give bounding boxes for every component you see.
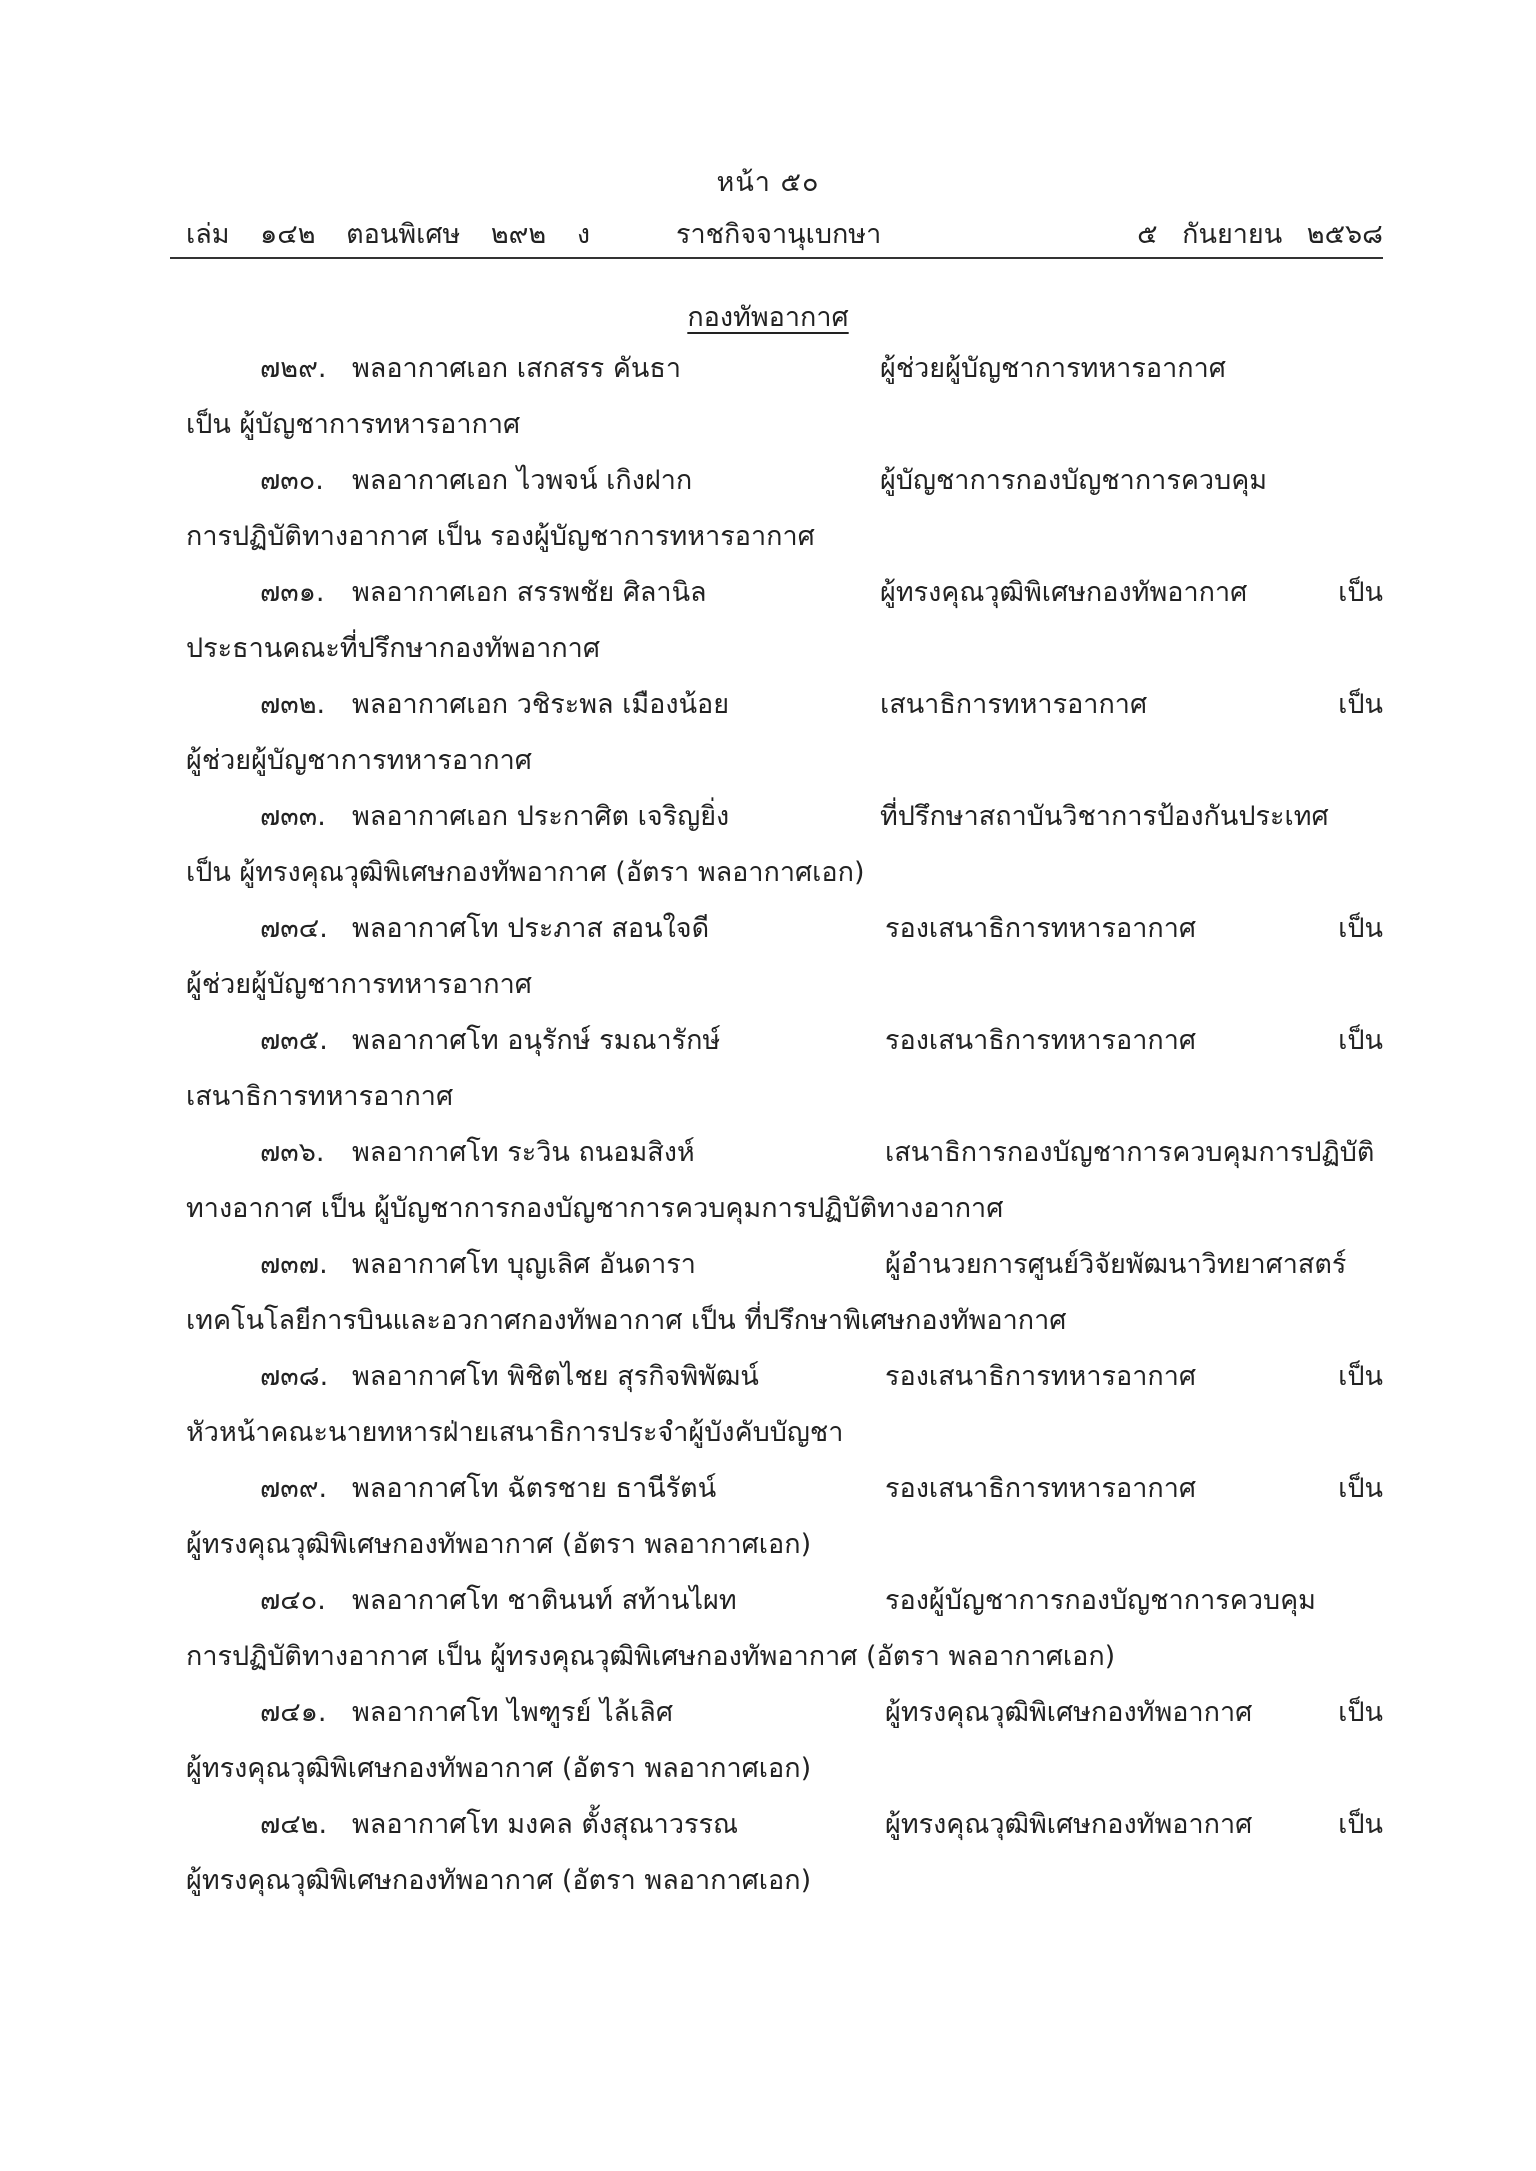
appointment-entry: [0, 1018, 1536, 1130]
entry-name: พลอากาศโท พิชิตไชย สุรกิจพิพัฒน์: [352, 1361, 759, 1392]
entry-new-position: การปฏิบัติทางอากาศ เป็น รองผู้บัญชาการทหารอากาศ: [186, 521, 815, 552]
gazette-name: ราชกิจจานุเบกษา: [676, 219, 882, 250]
appointment-entry: [0, 794, 1536, 906]
entry-current-position: ผู้ทรงคุณวุฒิพิเศษกองทัพอากาศ เป็น: [885, 1697, 1383, 1728]
entry-name: พลอากาศโท มงคล ตั้งสุณาวรรณ: [352, 1809, 739, 1840]
entry-new-position: ผู้ช่วยผู้บัญชาการทหารอากาศ: [186, 969, 532, 1000]
entry-name: พลอากาศเอก วชิระพล เมืองน้อย: [352, 689, 730, 720]
entry-current-position: ผู้ทรงคุณวุฒิพิเศษกองทัพอากาศ เป็น: [880, 577, 1383, 608]
entry-name: พลอากาศโท บุญเลิศ อันดารา: [352, 1249, 696, 1280]
entry-new-position: เป็น ผู้ทรงคุณวุฒิพิเศษกองทัพอากาศ (อัตรา พลอากาศเอก): [186, 857, 865, 888]
entry-current-position: รองเสนาธิการทหารอากาศ เป็น: [885, 1025, 1383, 1056]
entry-new-position: หัวหน้าคณะนายทหารฝ่ายเสนาธิการประจำผู้บังคับบัญชา: [186, 1417, 844, 1448]
entry-number: ๗๓๖.: [260, 1137, 325, 1168]
appointment-entry: [0, 1466, 1536, 1578]
header-divider: [170, 257, 1383, 259]
page-number: หน้า ๕๐: [716, 167, 820, 198]
entry-number: ๗๓๘.: [260, 1361, 329, 1392]
appointment-entry: [0, 682, 1536, 794]
entry-new-position: เสนาธิการทหารอากาศ: [186, 1081, 454, 1112]
entry-number: ๗๔๑.: [260, 1697, 327, 1728]
entry-number: ๗๓๕.: [260, 1025, 328, 1056]
entry-current-position: รองผู้บัญชาการกองบัญชาการควบคุม: [885, 1585, 1316, 1616]
entry-new-position: ผู้ทรงคุณวุฒิพิเศษกองทัพอากาศ (อัตรา พลอากาศเอก): [186, 1753, 812, 1784]
appointment-entry: [0, 458, 1536, 570]
entry-name: พลอากาศโท ประภาส สอนใจดี: [352, 913, 710, 944]
entry-name: พลอากาศโท อนุรักษ์ รมณารักษ์: [352, 1025, 721, 1056]
entry-number: ๗๓๓.: [260, 801, 326, 832]
entry-new-position: ผู้ทรงคุณวุฒิพิเศษกองทัพอากาศ (อัตรา พลอากาศเอก): [186, 1529, 812, 1560]
entry-current-position: รองเสนาธิการทหารอากาศ เป็น: [885, 1361, 1383, 1392]
entry-name: พลอากาศเอก ประกาศิต เจริญยิ่ง: [352, 801, 730, 832]
entry-name: พลอากาศโท ระวิน ถนอมสิงห์: [352, 1137, 695, 1168]
entry-new-position: ทางอากาศ เป็น ผู้บัญชาการกองบัญชาการควบคุมการปฏิบัติทางอากาศ: [186, 1193, 1004, 1224]
entry-number: ๗๒๙.: [260, 353, 327, 384]
appointment-entry: [0, 346, 1536, 458]
publication-date: ๕ กันยายน ๒๕๖๘: [1137, 219, 1383, 250]
entry-current-position: เสนาธิการกองบัญชาการควบคุมการปฏิบัติ: [885, 1137, 1375, 1168]
entry-new-position: เทคโนโลยีการบินและอวกาศกองทัพอากาศ เป็น ที่ปรึกษาพิเศษกองทัพอากาศ: [186, 1305, 1067, 1336]
entry-current-position: รองเสนาธิการทหารอากาศ เป็น: [885, 1473, 1383, 1504]
appointment-entry: [0, 906, 1536, 1018]
entry-new-position: การปฏิบัติทางอากาศ เป็น ผู้ทรงคุณวุฒิพิเศษกองทัพอากาศ (อัตรา พลอากาศเอก): [186, 1641, 1116, 1672]
entry-number: ๗๔๒.: [260, 1809, 328, 1840]
entry-name: พลอากาศเอก เสกสรร คันธา: [352, 353, 682, 384]
entry-new-position: เป็น ผู้บัญชาการทหารอากาศ: [186, 409, 521, 440]
entry-name: พลอากาศเอก ไวพจน์ เกิงฝาก: [352, 465, 693, 496]
entry-name: พลอากาศโท ไพฑูรย์ ไล้เลิศ: [352, 1697, 673, 1728]
entry-current-position: รองเสนาธิการทหารอากาศ เป็น: [885, 913, 1383, 944]
entry-number: ๗๓๙.: [260, 1473, 328, 1504]
entry-number: ๗๔๐.: [260, 1585, 326, 1616]
entry-current-position: ผู้ช่วยผู้บัญชาการทหารอากาศ: [880, 353, 1226, 384]
entry-current-position: เสนาธิการทหารอากาศ เป็น: [880, 689, 1383, 720]
entry-current-position: ผู้อำนวยการศูนย์วิจัยพัฒนาวิทยาศาสตร์: [885, 1249, 1347, 1280]
appointment-entry: [0, 1242, 1536, 1354]
entry-name: พลอากาศเอก สรรพชัย ศิลานิล: [352, 577, 707, 608]
entry-number: ๗๓๗.: [260, 1249, 328, 1280]
volume-issue: เล่ม ๑๔๒ ตอนพิเศษ ๒๙๒ ง: [186, 219, 590, 250]
appointment-entry: [0, 1354, 1536, 1466]
entry-number: ๗๓๑.: [260, 577, 325, 608]
appointment-entry: [0, 570, 1536, 682]
appointment-entry: [0, 1802, 1536, 1914]
section-title: กองทัพอากาศ: [687, 302, 849, 333]
entry-current-position: ผู้บัญชาการกองบัญชาการควบคุม: [880, 465, 1268, 496]
entry-new-position: ผู้ทรงคุณวุฒิพิเศษกองทัพอากาศ (อัตรา พลอากาศเอก): [186, 1865, 812, 1896]
appointment-entry: [0, 1130, 1536, 1242]
appointment-entry: [0, 1578, 1536, 1690]
entry-current-position: ที่ปรึกษาสถาบันวิชาการป้องกันประเทศ: [880, 801, 1329, 832]
appointment-entry: [0, 1690, 1536, 1802]
gazette-header: [186, 212, 1383, 252]
entry-number: ๗๓๔.: [260, 913, 328, 944]
entry-number: ๗๓๒.: [260, 689, 326, 720]
entry-new-position: ผู้ช่วยผู้บัญชาการทหารอากาศ: [186, 745, 532, 776]
entry-number: ๗๓๐.: [260, 465, 324, 496]
entry-name: พลอากาศโท ชาตินนท์ สท้านไผท: [352, 1585, 737, 1616]
entry-current-position: ผู้ทรงคุณวุฒิพิเศษกองทัพอากาศ เป็น: [885, 1809, 1383, 1840]
entry-name: พลอากาศโท ฉัตรชาย ธานีรัตน์: [352, 1473, 717, 1504]
entry-new-position: ประธานคณะที่ปรึกษากองทัพอากาศ: [186, 633, 600, 664]
